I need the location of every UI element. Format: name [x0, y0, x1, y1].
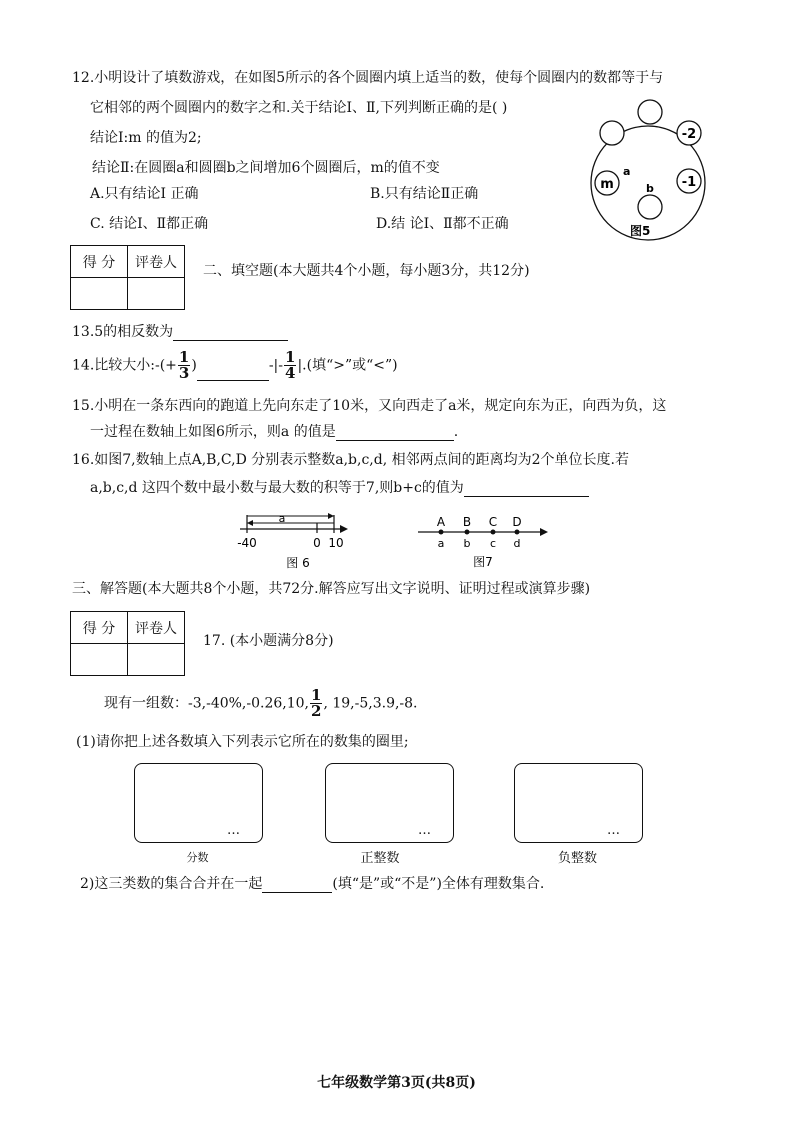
fig5-circle-b: [638, 195, 662, 219]
q16-line2: a,b,c,d 这四个数中最小数与最大数的积等于7,则b+c的值为: [90, 480, 464, 496]
page-footer: 七年级数学第3页(共8页): [317, 1075, 476, 1091]
q17-numbers-suffix: , 19,-5,3.9,-8.: [323, 695, 418, 712]
q12-line1: 12.小明设计了填数游戏，在如图5所示的各个圆圈内填上适当的数，使每个圆圈内的数都等于与: [72, 70, 664, 86]
fig7-point-b: [465, 530, 470, 535]
q12-conclusion1: 结论Ⅰ:m 的值为2;: [90, 130, 202, 146]
q14-prefix: 14.比较大小:-(+: [72, 357, 177, 374]
grader-header: 评卷人: [128, 612, 185, 644]
q15-answer-blank[interactable]: [336, 426, 454, 441]
q15-line2-wrap: [90, 424, 458, 441]
fig7-caption: 图7: [473, 555, 493, 569]
fig7-label-A: A: [436, 515, 446, 529]
positive-integer-set-ellipsis: …: [418, 823, 431, 838]
q14: [72, 350, 398, 381]
fraction-set-ellipsis: …: [227, 823, 240, 838]
grader-cell[interactable]: [128, 278, 185, 310]
q14-frac1-num: 1: [178, 348, 190, 366]
fig6-arrow-west-head: [247, 520, 253, 526]
score-header: 得 分: [71, 612, 128, 644]
q14-mid: ): [191, 357, 197, 374]
q17-part2-prefix: 2)这三类数的集合合并在一起: [80, 876, 263, 892]
q14-answer-blank[interactable]: [197, 366, 269, 381]
q12-line2: 它相邻的两个圆圈内的数字之和.关于结论Ⅰ、Ⅱ,下列判断正确的是( ): [90, 100, 508, 116]
q14-frac2-den: 4: [285, 364, 296, 382]
fig5-circle: [638, 100, 662, 124]
fraction-set-box[interactable]: [134, 763, 263, 843]
fig6-axis-arrow: [340, 525, 348, 533]
fig7-label-D: D: [512, 515, 522, 529]
fig5-label-b: b: [646, 182, 654, 195]
q15-end: .: [453, 424, 459, 440]
fig5-circle: [600, 121, 624, 145]
fig7-axis-arrow: [540, 528, 548, 536]
q12-option-b: B.只有结论Ⅱ正确: [370, 186, 479, 202]
fig7-value-c: c: [489, 537, 497, 550]
fig7-label-B: B: [462, 515, 472, 529]
figure-5: [590, 95, 720, 238]
fig6-tick-label-10: 10: [328, 536, 344, 550]
q16-line2-wrap: [90, 480, 589, 497]
fig5-label-m: m: [600, 177, 614, 192]
score-cell[interactable]: [71, 644, 128, 676]
q16-line1: 16.如图7,数轴上点A,B,C,D 分别表示整数a,b,c,d, 相邻两点间的距离均为2个单位长度.若: [72, 452, 629, 468]
section2-title: 二、填空题(本大题共4个小题，每小题3分，共12分): [203, 263, 530, 279]
q16-answer-blank[interactable]: [464, 482, 589, 497]
q17-part2-answer-blank[interactable]: [262, 878, 332, 893]
grader-cell[interactable]: [128, 644, 185, 676]
figure-7: [415, 512, 550, 572]
q14-fraction-2: [284, 350, 296, 381]
figure-6: [230, 505, 350, 570]
q17-frac-den: 2: [311, 702, 322, 720]
q12-option-a: A.只有结论Ⅰ 正确: [90, 186, 199, 202]
q17-frac-num: 1: [311, 686, 322, 704]
fig7-label-C: C: [488, 515, 498, 529]
fig7-point-a: [439, 530, 444, 535]
q12-conclusion2: 结论Ⅱ:在圆圈a和圆圈b之间增加6个圆圈后，m的值不变: [92, 160, 440, 176]
fig7-value-a: a: [437, 537, 445, 550]
fig6-caption: 图 6: [286, 556, 310, 570]
negative-integer-set-box[interactable]: [514, 763, 643, 843]
fraction-set-label: 分数: [186, 851, 209, 864]
q17-title: 17. (本小题满分8分): [203, 633, 334, 649]
fig7-point-d: [515, 530, 520, 535]
q15-line2: 一过程在数轴上如图6所示，则a 的值是: [90, 424, 336, 440]
q17-part2: [80, 876, 544, 893]
negative-integer-set-label: 负整数: [557, 851, 597, 866]
q12-option-d: D.结 论Ⅰ、Ⅱ都不正确: [376, 216, 509, 232]
section3-title: 三、解答题(本大题共8个小题，共72分.解答应写出文字说明、证明过程或演算步骤): [72, 581, 591, 597]
q17-part2-suffix: (填“是”或“不是”)全体有理数集合.: [332, 876, 545, 892]
fig6-tick-label-0: 0: [313, 536, 321, 550]
q14-abs-open: -|-: [268, 357, 283, 374]
fig6-tick-label-neg40: -40: [237, 536, 257, 550]
fig6-label-a: a: [278, 512, 286, 525]
fig5-label-neg1: -1: [681, 175, 697, 190]
fig5-label-neg2: -2: [681, 127, 697, 142]
q17-numbers-prefix: 现有一组数：-3,-40%,-0.26,10,: [104, 695, 310, 712]
q13-answer-blank[interactable]: [173, 326, 288, 341]
q14-fraction-1: [178, 350, 190, 381]
q13-text: 13.5的相反数为: [72, 324, 174, 340]
fig7-value-b: b: [463, 537, 471, 550]
fig7-value-d: d: [513, 537, 521, 550]
fig6-arrow-east-head: [328, 513, 334, 519]
q17-numbers: [104, 688, 418, 719]
q14-frac2-num: 1: [285, 348, 296, 366]
positive-integer-set-box[interactable]: [325, 763, 454, 843]
score-table-q17: [70, 611, 185, 676]
negative-integer-set-ellipsis: …: [607, 823, 620, 838]
q12-option-c: C. 结论Ⅰ、Ⅱ都正确: [90, 216, 209, 232]
fig5-label-a: a: [623, 165, 631, 178]
q14-suffix: |.(填“>”或“<”): [297, 357, 398, 374]
score-table-section2: [70, 245, 185, 310]
score-header: 得 分: [71, 246, 128, 278]
q15-line1: 15.小明在一条东西向的跑道上先向东走了10米，又向西走了a米，规定向东为正，向西为负，这: [72, 398, 667, 414]
fig5-caption: 图5: [630, 224, 651, 238]
q13: [72, 324, 288, 341]
q17-fraction: [310, 688, 322, 719]
positive-integer-set-label: 正整数: [360, 851, 400, 866]
q14-frac1-den: 3: [178, 364, 190, 382]
score-cell[interactable]: [71, 278, 128, 310]
q17-part1: (1)请你把上述各数填入下列表示它所在的数集的圈里;: [76, 734, 409, 750]
fig7-point-c: [491, 530, 496, 535]
grader-header: 评卷人: [128, 246, 185, 278]
